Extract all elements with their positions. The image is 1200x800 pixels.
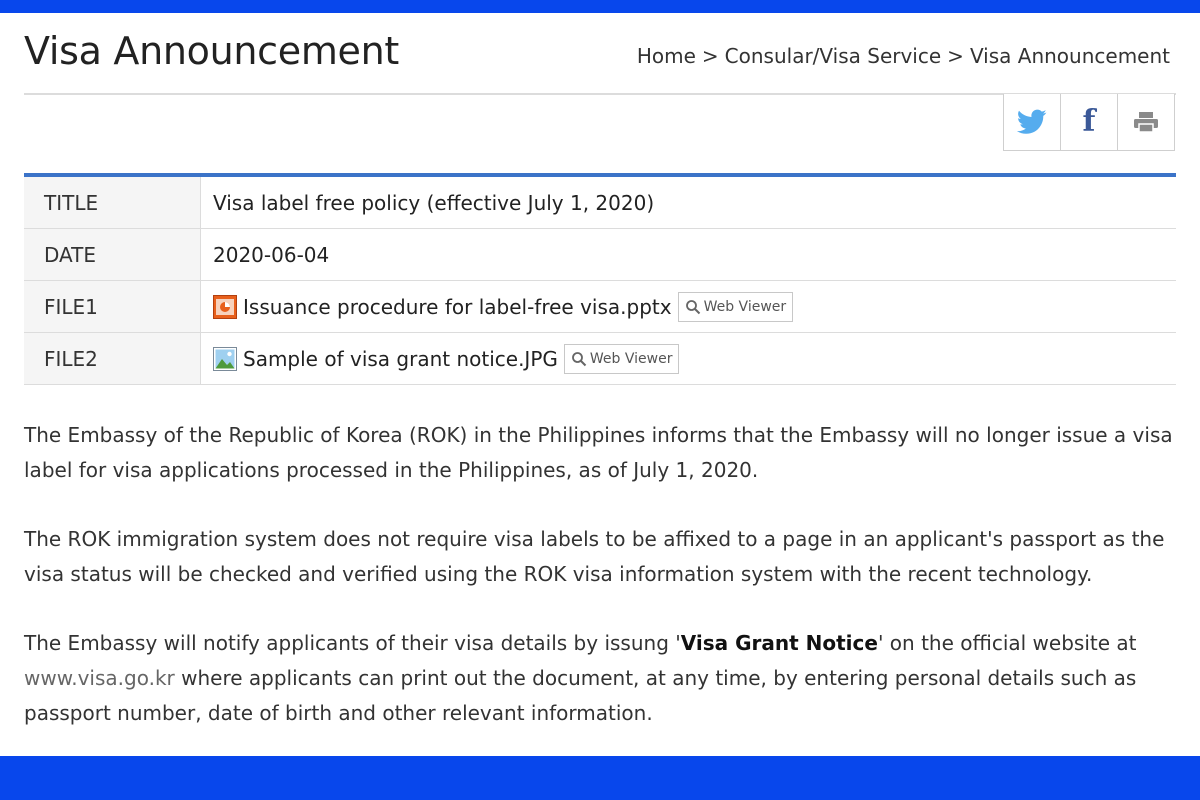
facebook-icon: f: [1082, 104, 1096, 139]
file1-download-link[interactable]: Issuance procedure for label-free visa.pptx: [243, 294, 672, 319]
body-paragraph-1: The Embassy of the Republic of Korea (ROK) in the Philippines informs that the Embassy will no longer issue a visa label for visa applications processed in the Philippines, as of July 1, 2020.: [24, 423, 1173, 482]
breadcrumb: [637, 44, 1170, 68]
page-title: Visa Announcement: [24, 29, 400, 73]
file2-download-link[interactable]: Sample of visa grant notice.JPG: [243, 346, 558, 371]
breadcrumb-separator: >: [947, 44, 964, 68]
file1-cell: [201, 281, 1177, 333]
file2-label: FILE2: [24, 333, 201, 385]
table-row: [24, 175, 1176, 229]
web-viewer-label: Web Viewer: [703, 298, 787, 315]
magnifier-icon: [571, 351, 587, 367]
paragraph-3-text-start: The Embassy will notify applicants of their visa details by issung ': [24, 631, 681, 655]
table-row: [24, 333, 1176, 385]
facebook-share-button[interactable]: [1060, 94, 1117, 150]
file1-label: FILE1: [24, 281, 201, 333]
file1-web-viewer-button[interactable]: [678, 292, 794, 322]
paragraph-3-text-end: where applicants can print out the document, at any time, by entering personal details such as passport number, date of birth and other relevant information.: [24, 666, 1137, 725]
web-viewer-label: Web Viewer: [589, 350, 673, 367]
date-value: 2020-06-04: [201, 229, 1177, 281]
print-button[interactable]: [1117, 94, 1174, 150]
title-value: Visa label free policy (effective July 1, 2020): [201, 175, 1177, 229]
file2-web-viewer-button[interactable]: [564, 344, 680, 374]
top-accent-bar: [0, 0, 1200, 13]
table-row: [24, 281, 1176, 333]
announcement-body: [24, 418, 1180, 765]
breadcrumb-separator: >: [701, 44, 719, 68]
bottom-accent-bar: [0, 756, 1200, 800]
announcement-info-table: [24, 173, 1176, 385]
table-row: [24, 229, 1176, 281]
file2-cell: [201, 333, 1177, 385]
body-paragraph-3: [24, 626, 1180, 731]
breadcrumb-item-home[interactable]: Home: [636, 44, 696, 68]
twitter-share-button[interactable]: [1004, 94, 1060, 150]
body-paragraph-2: The ROK immigration system does not require visa labels to be affixed to a page in an applicant's passport as the visa status will be checked and verified using the ROK visa information system with the recent technology.: [24, 527, 1165, 586]
visa-grant-notice-emphasis: Visa Grant Notice: [680, 631, 878, 655]
pptx-file-icon: [213, 295, 237, 319]
image-file-icon: [213, 347, 237, 371]
breadcrumb-item-current[interactable]: Visa Announcement: [969, 44, 1170, 68]
paragraph-3-text-middle: ' on the official website at: [877, 631, 1137, 655]
title-label: TITLE: [24, 175, 201, 229]
share-toolbar: [1003, 94, 1175, 151]
print-icon: [1132, 110, 1160, 134]
date-label: DATE: [24, 229, 201, 281]
twitter-icon: [1017, 109, 1047, 135]
magnifier-icon: [685, 299, 701, 315]
breadcrumb-item-consular[interactable]: Consular/Visa Service: [724, 44, 942, 68]
visa-website-link[interactable]: www.visa.go.kr: [24, 666, 175, 690]
